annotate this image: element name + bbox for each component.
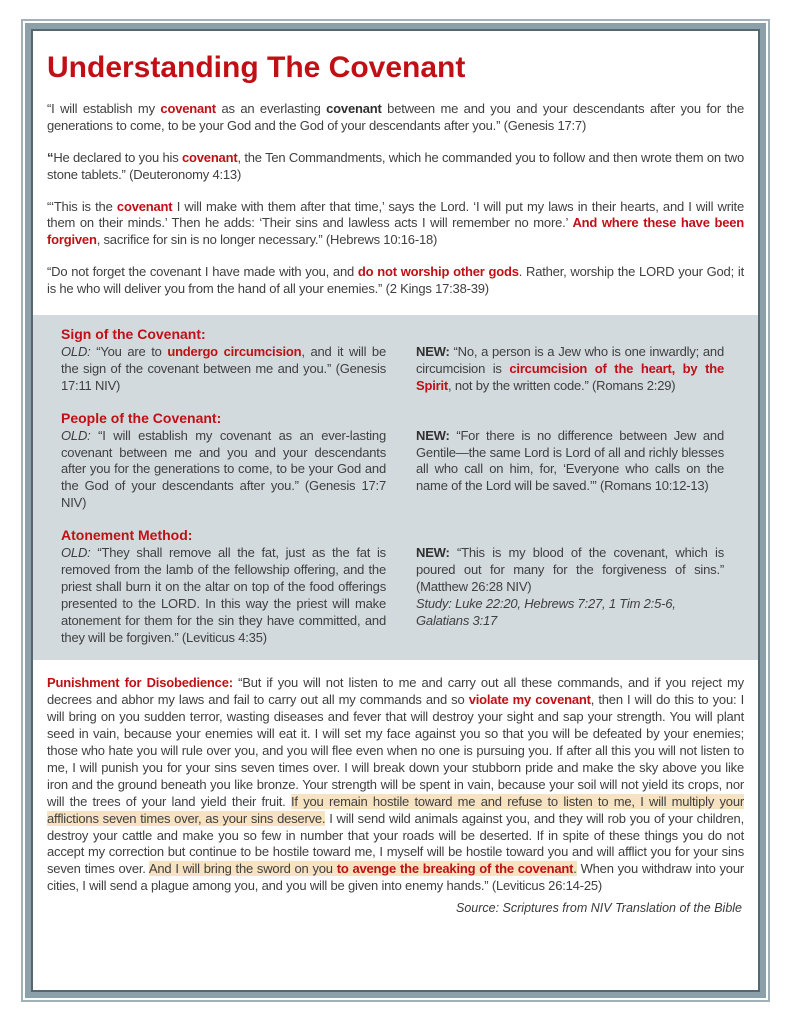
page-border-inner-line: [31, 29, 760, 992]
document-content: [33, 31, 758, 990]
people-of-covenant-new-cell: [416, 410, 724, 512]
study-references: Study: Luke 22:20, Hebrews 7:27, 1 Tim 2:5-6, Galatians 3:17: [416, 595, 676, 628]
intro-paragraph-genesis: “I will establish my covenant as an everlasting covenant between me and you and your descendants after you for the generations to come, to be your God and the God of your descendants after you.” (Genesis 17:7): [47, 101, 744, 133]
sign-of-covenant-new-text: NEW: “No, a person is a Jew who is one inwardly; and circumcision is circumcision of the heart, by the Spirit, not by the written code.” (Romans 2:29): [416, 344, 724, 393]
atonement-method-new-cell: [416, 527, 724, 646]
covenant-comparison-box: [33, 315, 758, 660]
section-heading-people: People of the Covenant:: [61, 409, 222, 426]
source-note: Source: Scriptures from NIV Translation of the Bible: [456, 901, 742, 916]
page-title: Understanding The Covenant: [47, 51, 466, 84]
atonement-method-old-cell: [61, 527, 386, 646]
people-of-covenant-old-cell: [61, 410, 386, 512]
page-border-frame: [21, 19, 770, 1002]
section-heading-sign: Sign of the Covenant:: [61, 326, 206, 343]
intro-paragraph-hebrews: “‘This is the covenant I will make with them after that time,’ says the Lord. ‘I will put my laws in their hearts, and I will write them on their minds.’ Then he adds: ‘Their sins and lawless acts I will remember no more.’ And where these have been forgiven, sacrifice for sin is no longer necessary.” (Hebrews 10:16-18): [47, 198, 744, 248]
page-border-band: [25, 23, 766, 998]
atonement-method-new-text: NEW: “This is my blood of the covenant, which is poured out for many for the forgiveness of sins.” (Matthew 26:28 NIV): [416, 545, 724, 594]
sign-of-covenant-new-cell: [416, 326, 724, 395]
atonement-method-old-text: OLD: “They shall remove all the fat, just as the fat is removed from the lamb of the fellowship offering, and the priest shall burn it on the altar on top of the food offerings presented to the LORD. In this way the priest will make atonement for them for the sin they have committed, and they will be forgiven.” (Leviticus 4:35): [61, 545, 386, 645]
people-of-covenant-new-text: NEW: “For there is no difference between Jew and Gentile—the same Lord is Lord of all and richly blesses all who call on him, for, ‘Everyone who calls on the name of the Lord will be saved.’” (Romans 10:12-13): [416, 427, 724, 494]
sign-of-covenant-old-text: OLD: “You are to undergo circumcision, and it will be the sign of the covenant between me and you.” (Genesis 17:11 NIV): [61, 344, 386, 393]
section-heading-atonement: Atonement Method:: [61, 527, 193, 544]
sign-of-covenant-old-cell: [61, 326, 386, 395]
intro-paragraph-deuteronomy: “He declared to you his covenant, the Ten Commandments, which he commanded you to follow and then wrote them on two stone tablets.” (Deuteronomy 4:13): [47, 149, 744, 182]
intro-paragraph-kings: “Do not forget the covenant I have made with you, and do not worship other gods. Rather, worship the LORD your God; it is he who will deliver you from the hand of all your enemies.” (2 Kings 17:38-39): [47, 264, 744, 297]
people-of-covenant-old-text: OLD: “I will establish my covenant as an ever-lasting covenant between me and you and your descendants after you for the generations to come, to be your God and the God of your descendants after you.” (Genesis 17:7 NIV): [61, 427, 386, 511]
punishment-paragraph: Punishment for Disobedience: “But if you will not listen to me and carry out all these commands, and if you reject my decrees and abhor my laws and fail to carry out all my commands and so violate my covenant, then I will do this to you: I will bring on you sudden terror, wasting diseases and fever that will destroy your sight and sap your strength. You will plant seed in vain, because your enemies will eat it. I will set my face against you so that you will be defeated by your enemies; those who hate you will rule over you, and you will flee even when no one is pursuing you. If after all this you will not listen to me, I will punish you for your sins seven times over. I will break down your stubborn pride and make the sky above you like iron and the ground beneath you like bronze. Your strength will be spent in vain, because your soil will not yield its crops, nor will the trees of your land yield their fruit. If you remain hostile toward me and refuse to listen to me, I will multiply your afflictions seven times over, as your sins deserve. I will send wild animals against you, and they will rob you of your children, destroy your cattle and make you so few in number that your roads will be deserted. If in spite of these things you do not accept my correction but continue to be hostile toward me, I myself will be hostile toward you and will afflict you for your sins seven times over. And I will bring the sword on you to avenge the breaking of the covenant. When you withdraw into your cities, I will send a plague among you, and you will be given into enemy hands.” (Leviticus 26:14-25): [47, 675, 745, 894]
